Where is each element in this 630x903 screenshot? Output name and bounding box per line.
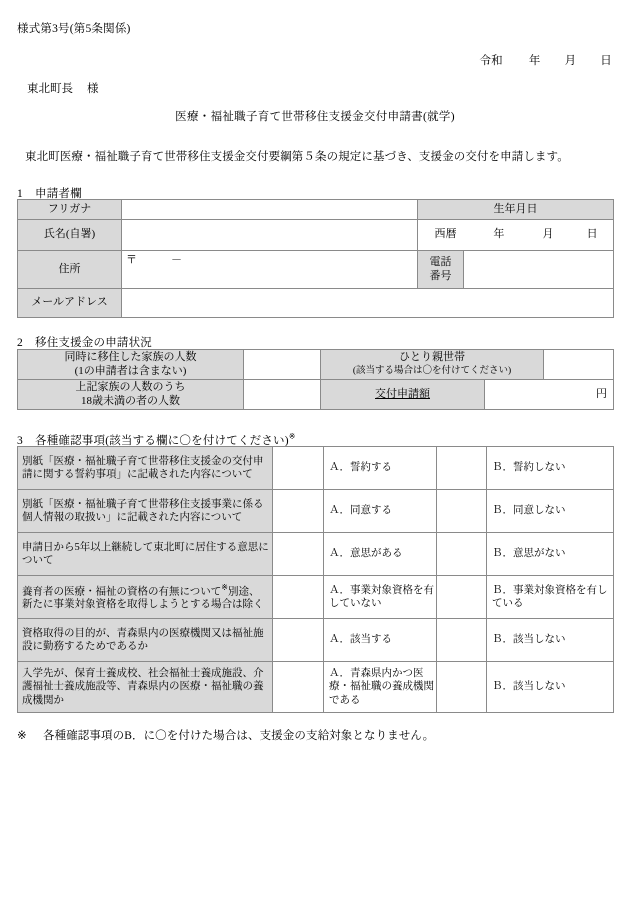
confirm-option-a-2[interactable]: Ａ．同意する (324, 490, 437, 533)
section1-title: 申請者欄 (35, 188, 82, 200)
applicant-table (17, 199, 614, 318)
input-address[interactable] (122, 251, 418, 289)
section3-number: 3 (17, 435, 23, 447)
confirmation-items-table (17, 446, 614, 713)
confirm-description-4-part1: 養育者の医療・福祉の資格の有無について (22, 586, 222, 598)
input-telephone[interactable] (464, 251, 614, 289)
confirm-mark-a-6[interactable] (273, 662, 324, 713)
confirm-option-b-3[interactable]: Ｂ．意思がない (487, 533, 614, 576)
addressee-honorific: 様 (87, 83, 99, 95)
confirm-description-1: 別紙「医療・福祉職子育て世帯移住支援金の交付申請に関する誓約事項」に記載された内容について (18, 447, 273, 490)
table-row (18, 490, 614, 533)
confirm-option-a-6[interactable]: Ａ．青森県内かつ医療・福祉職の養成機関である (324, 662, 437, 713)
confirm-mark-a-1[interactable] (273, 447, 324, 490)
confirm-mark-b-4[interactable] (437, 576, 487, 619)
date-month-unit: 月 (564, 55, 577, 67)
table-row (18, 619, 614, 662)
table-row (18, 576, 614, 619)
confirm-description-3: 申請日から5年以上継続して東北町に居住する意思について (18, 533, 273, 576)
table-row (18, 533, 614, 576)
label-grant-amount-text: 交付申請額 (375, 387, 430, 400)
date-day-unit: 日 (600, 55, 612, 67)
confirm-option-a-4[interactable]: Ａ．事業対象資格を有していない (324, 576, 437, 619)
label-single-parent-line1: ひとり親世帯 (399, 351, 465, 363)
label-grant-amount (321, 380, 485, 410)
confirm-option-a-3[interactable]: Ａ．意思がある (324, 533, 437, 576)
section2-number: 2 (17, 337, 23, 349)
label-single-parent-line2: (該当する場合は〇を付けてください) (352, 366, 512, 377)
label-birth-year: 年 (493, 228, 505, 241)
section3-title: 各種確認事項(該当する欄に〇を付けてください) (35, 435, 289, 447)
confirm-mark-b-2[interactable] (437, 490, 487, 533)
table-row (18, 350, 614, 380)
confirm-mark-b-5[interactable] (437, 619, 487, 662)
migration-status-table (17, 349, 614, 410)
confirm-description-5: 資格取得の目的が、青森県内の医療機関又は福祉施設に勤務するためであるか (18, 619, 273, 662)
label-family-count-line2: (1の申請者は含まない) (74, 364, 187, 377)
postal-dash: － (171, 254, 182, 266)
label-name: 氏名(自署) (18, 220, 122, 251)
label-telephone (418, 251, 464, 289)
footnote (17, 727, 434, 743)
table-row (18, 289, 614, 318)
date-line (479, 52, 612, 68)
confirm-mark-a-3[interactable] (273, 533, 324, 576)
input-email[interactable] (122, 289, 614, 318)
label-minor-count-line1: 上記家族の人数のうち (75, 381, 186, 394)
postal-symbol-icon: 〒 (126, 254, 137, 266)
label-birth-month: 月 (542, 228, 554, 241)
postal-code-field[interactable] (122, 251, 417, 267)
section1-number: 1 (17, 188, 23, 200)
confirm-option-b-2[interactable]: Ｂ．同意しない (487, 490, 614, 533)
label-furigana: フリガナ (18, 200, 122, 220)
section2-heading (17, 334, 152, 350)
input-name[interactable] (122, 220, 418, 251)
confirm-description-2: 別紙「医療・福祉職子育て世帯移住支援事業に係る個人情報の取扱い」に記載された内容について (18, 490, 273, 533)
input-minor-count[interactable] (244, 380, 321, 410)
label-single-parent (321, 350, 544, 380)
confirm-option-b-4[interactable]: Ｂ．事業対象資格を有している (487, 576, 614, 619)
label-birth-day: 日 (586, 228, 598, 241)
footnote-mark: ※ (17, 730, 27, 742)
label-family-count-line1: 同時に移住した家族の人数 (64, 351, 197, 364)
addressee-line (27, 80, 99, 96)
input-family-count[interactable] (244, 350, 321, 380)
document-title: 医療・福祉職子育て世帯移住支援金交付申請書(就学) (175, 111, 455, 123)
label-family-count (18, 350, 244, 380)
confirm-mark-b-3[interactable] (437, 533, 487, 576)
section3-title-mark: ※ (288, 432, 296, 442)
confirm-mark-b-6[interactable] (437, 662, 487, 713)
table-row (18, 662, 614, 713)
currency-unit: 円 (596, 387, 608, 400)
label-email: メールアドレス (18, 289, 122, 318)
confirm-option-b-6[interactable]: Ｂ．該当しない (487, 662, 614, 713)
section2-title: 移住支援金の申請状況 (35, 337, 152, 349)
confirm-option-a-1[interactable]: Ａ．誓約する (324, 447, 437, 490)
intro-paragraph: 東北町医療・福祉職子育て世帯移住支援金交付要綱第５条の規定に基づき、支援金の交付を申請します。 (25, 151, 569, 163)
label-birthdate: 生年月日 (418, 200, 614, 220)
form-number: 様式第3号(第5条関係) (17, 23, 131, 35)
label-calendar-era: 西暦 (434, 228, 457, 241)
table-row (18, 200, 614, 220)
table-row (18, 220, 614, 251)
confirm-description-6: 入学先が、保育士養成校、社会福祉士養成施設、介護福祉士養成施設等、青森県内の医療・福祉職の養成機関か (18, 662, 273, 713)
confirm-mark-b-1[interactable] (437, 447, 487, 490)
footnote-text: 各種確認事項のB．に〇を付けた場合は、支援金の支給対象となりません。 (43, 730, 435, 742)
input-furigana[interactable] (122, 200, 418, 220)
input-single-parent[interactable] (544, 350, 614, 380)
confirm-option-a-5[interactable]: Ａ．該当する (324, 619, 437, 662)
label-telephone-line2: 番号 (429, 269, 452, 282)
confirm-description-4 (18, 576, 273, 619)
confirm-mark-a-4[interactable] (273, 576, 324, 619)
table-row (18, 251, 614, 289)
date-era-label: 令和 (479, 55, 503, 67)
input-grant-amount[interactable] (485, 380, 614, 410)
confirm-mark-a-5[interactable] (273, 619, 324, 662)
birthdate-fields[interactable] (418, 220, 614, 251)
table-row (18, 447, 614, 490)
confirm-option-b-1[interactable]: Ｂ．誓約しない (487, 447, 614, 490)
addressee-name: 東北町長 (27, 83, 73, 95)
label-minor-count (18, 380, 244, 410)
label-address: 住所 (18, 251, 122, 289)
confirm-option-b-5[interactable]: Ｂ．該当しない (487, 619, 614, 662)
confirm-description-4-mark: ※ (221, 582, 228, 592)
confirm-mark-a-2[interactable] (273, 490, 324, 533)
label-telephone-line1: 電話 (429, 256, 452, 269)
date-year-unit: 年 (528, 55, 541, 67)
table-row (18, 380, 614, 410)
label-minor-count-line2: 18歳未満の者の人数 (81, 394, 180, 407)
confirm-description-4-part2: 別途、新たに事業対象資格を取得しようとする場合は除く (22, 586, 264, 611)
